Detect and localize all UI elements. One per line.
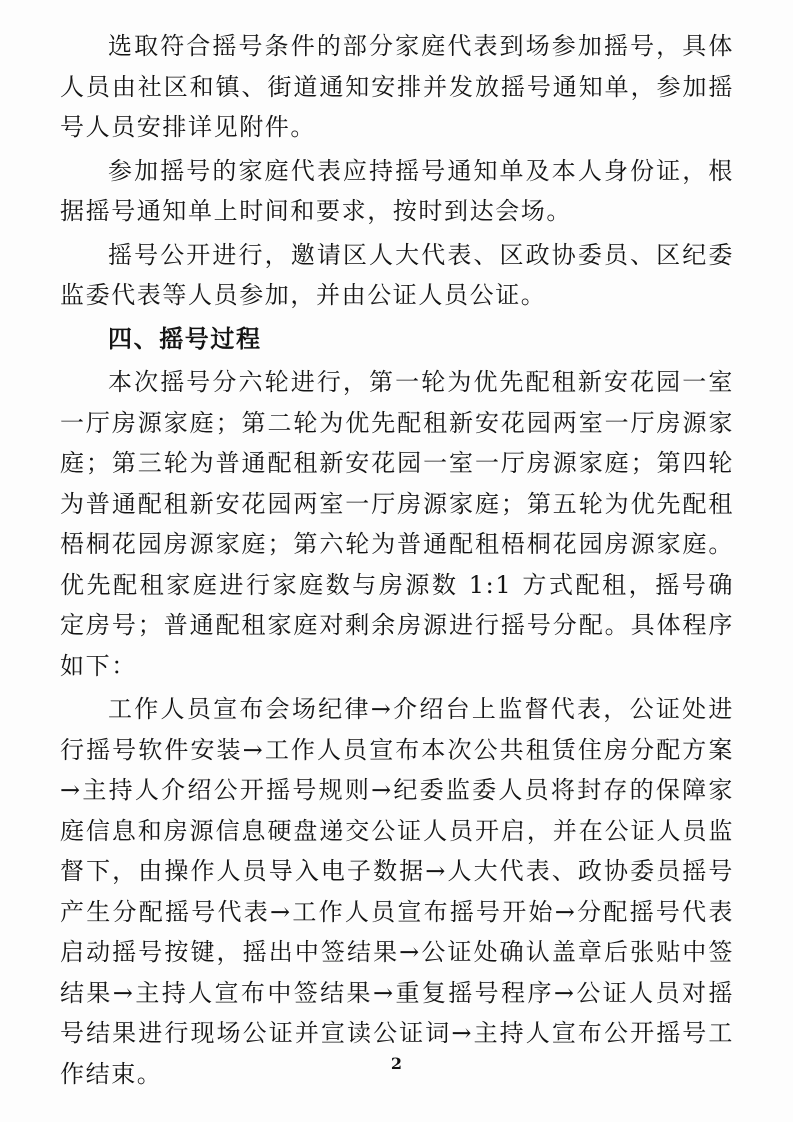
paragraph-documents-required: 参加摇号的家庭代表应持摇号通知单及本人身份证，根据摇号通知单上时间和要求，按时到达会场。 (60, 156, 734, 225)
document-body (60, 26, 734, 1094)
paragraph-lottery-rounds: 本次摇号分六轮进行，第一轮为优先配租新安花园一室一厅房源家庭；第二轮为优先配租新安花园两室一厅房源家庭；第三轮为普通配租新安花园一室一厅房源家庭；第四轮为普通配租新安花园两室一厅房源家庭；第五轮为优先配租梧桐花园房源家庭；第六轮为普通配租梧桐花园房源家庭。优先配租家庭进行家庭数与房源数 1:1 方式配租，摇号确定房号；普通配租家庭对剩余房源进行摇号分配。具体程序如下： (60, 368, 734, 680)
paragraph-procedure-steps: 工作人员宣布会场纪律→介绍台上监督代表，公证处进行摇号软件安装→工作人员宣布本次公共租赁住房分配方案→主持人介绍公开摇号规则→纪委监委人员将封存的保障家庭信息和房源信息硬盘递交公证人员开启，并在公证人员监督下，由操作人员导入电子数据→人大代表、政协委员摇号产生分配摇号代表→工作人员宣布摇号开始→分配摇号代表启动摇号按键，摇出中签结果→公证处确认盖章后张贴中签结果→主持人宣布中签结果→重复摇号程序→公证人员对摇号结果进行现场公证并宣读公证词→主持人宣布公开摇号工作结束。 (60, 695, 734, 1088)
section-heading-lottery-process: 四、摇号过程 (108, 324, 262, 353)
page-number: 2 (390, 1054, 403, 1073)
paragraph-public-supervision: 摇号公开进行，邀请区人大代表、区政协委员、区纪委监委代表等人员参加，并由公证人员公证。 (60, 240, 734, 309)
paragraph-participants: 选取符合摇号条件的部分家庭代表到场参加摇号，具体人员由社区和镇、街道通知安排并发放摇号通知单，参加摇号人员安排详见附件。 (60, 32, 734, 141)
